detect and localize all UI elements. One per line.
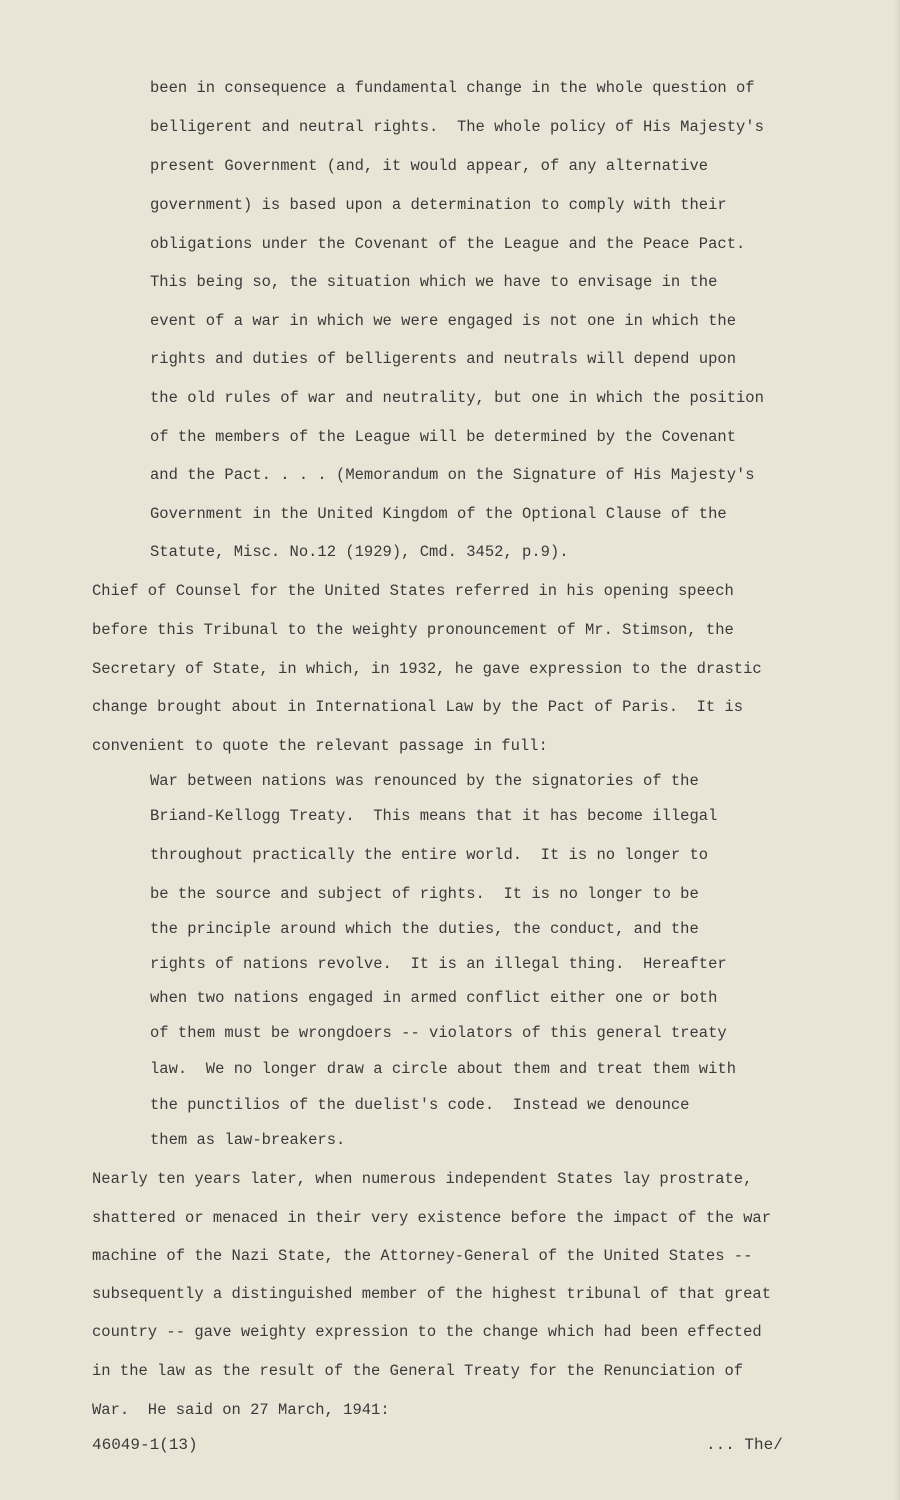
quote1-line: rights and duties of belligerents and neutrals will depend upon bbox=[150, 350, 736, 368]
quote2-line: throughout practically the entire world. It is no longer to bbox=[150, 846, 709, 864]
quote2-line: be the source and subject of rights. It is no longer to be bbox=[150, 885, 699, 903]
para1-line: convenient to quote the relevant passage in full: bbox=[92, 737, 548, 755]
quote1-line: government) is based upon a determination to comply with their bbox=[150, 196, 727, 214]
page-edge-shadow bbox=[894, 0, 900, 1500]
para1-line: change brought about in International Law by the Pact of Paris. It is bbox=[92, 698, 744, 716]
continuation-marker: ... The/ bbox=[706, 1436, 783, 1454]
para1-line: Chief of Counsel for the United States referred in his opening speech bbox=[92, 582, 734, 600]
quote1-line: the old rules of war and neutrality, but one in which the position bbox=[150, 389, 764, 407]
quote2-line: when two nations engaged in armed conflict either one or both bbox=[150, 989, 718, 1007]
quote2-line: of them must be wrongdoers -- violators of this general treaty bbox=[150, 1024, 727, 1042]
quote2-line: the principle around which the duties, the conduct, and the bbox=[150, 920, 699, 938]
para2-line: War. He said on 27 March, 1941: bbox=[92, 1401, 390, 1419]
quote2-line: War between nations was renounced by the signatories of the bbox=[150, 772, 699, 790]
para2-line: subsequently a distinguished member of the highest tribunal of that great bbox=[92, 1285, 772, 1303]
document-number: 46049-1(13) bbox=[92, 1436, 198, 1454]
quote1-line: of the members of the League will be determined by the Covenant bbox=[150, 428, 736, 446]
quote2-line: rights of nations revolve. It is an illegal thing. Hereafter bbox=[150, 955, 727, 973]
quote1-line: Government in the United Kingdom of the Optional Clause of the bbox=[150, 505, 727, 523]
quote1-line: obligations under the Covenant of the League and the Peace Pact. bbox=[150, 235, 746, 253]
para2-line: country -- gave weighty expression to the change which had been effected bbox=[92, 1323, 762, 1341]
quote1-line: Statute, Misc. No.12 (1929), Cmd. 3452, p.9). bbox=[150, 543, 569, 561]
quote1-line: been in consequence a fundamental change in the whole question of bbox=[150, 79, 755, 97]
para2-line: machine of the Nazi State, the Attorney-General of the United States -- bbox=[92, 1247, 753, 1265]
para2-line: Nearly ten years later, when numerous independent States lay prostrate, bbox=[92, 1170, 753, 1188]
quote2-line: Briand-Kellogg Treaty. This means that it has become illegal bbox=[150, 807, 718, 825]
quote2-line: them as law-breakers. bbox=[150, 1131, 346, 1149]
quote1-line: belligerent and neutral rights. The whole policy of His Majesty's bbox=[150, 118, 764, 136]
quote1-line: This being so, the situation which we have to envisage in the bbox=[150, 273, 718, 291]
quote1-line: present Government (and, it would appear, of any alternative bbox=[150, 157, 709, 175]
quote2-line: law. We no longer draw a circle about them and treat them with bbox=[150, 1060, 736, 1078]
quote2-line: the punctilios of the duelist's code. Instead we denounce bbox=[150, 1096, 690, 1114]
para1-line: Secretary of State, in which, in 1932, he gave expression to the drastic bbox=[92, 660, 762, 678]
quote1-line: and the Pact. . . . (Memorandum on the Signature of His Majesty's bbox=[150, 466, 755, 484]
para1-line: before this Tribunal to the weighty pronouncement of Mr. Stimson, the bbox=[92, 621, 734, 639]
quote1-line: event of a war in which we were engaged is not one in which the bbox=[150, 312, 736, 330]
para2-line: shattered or menaced in their very existence before the impact of the war bbox=[92, 1209, 772, 1227]
para2-line: in the law as the result of the General Treaty for the Renunciation of bbox=[92, 1362, 744, 1380]
